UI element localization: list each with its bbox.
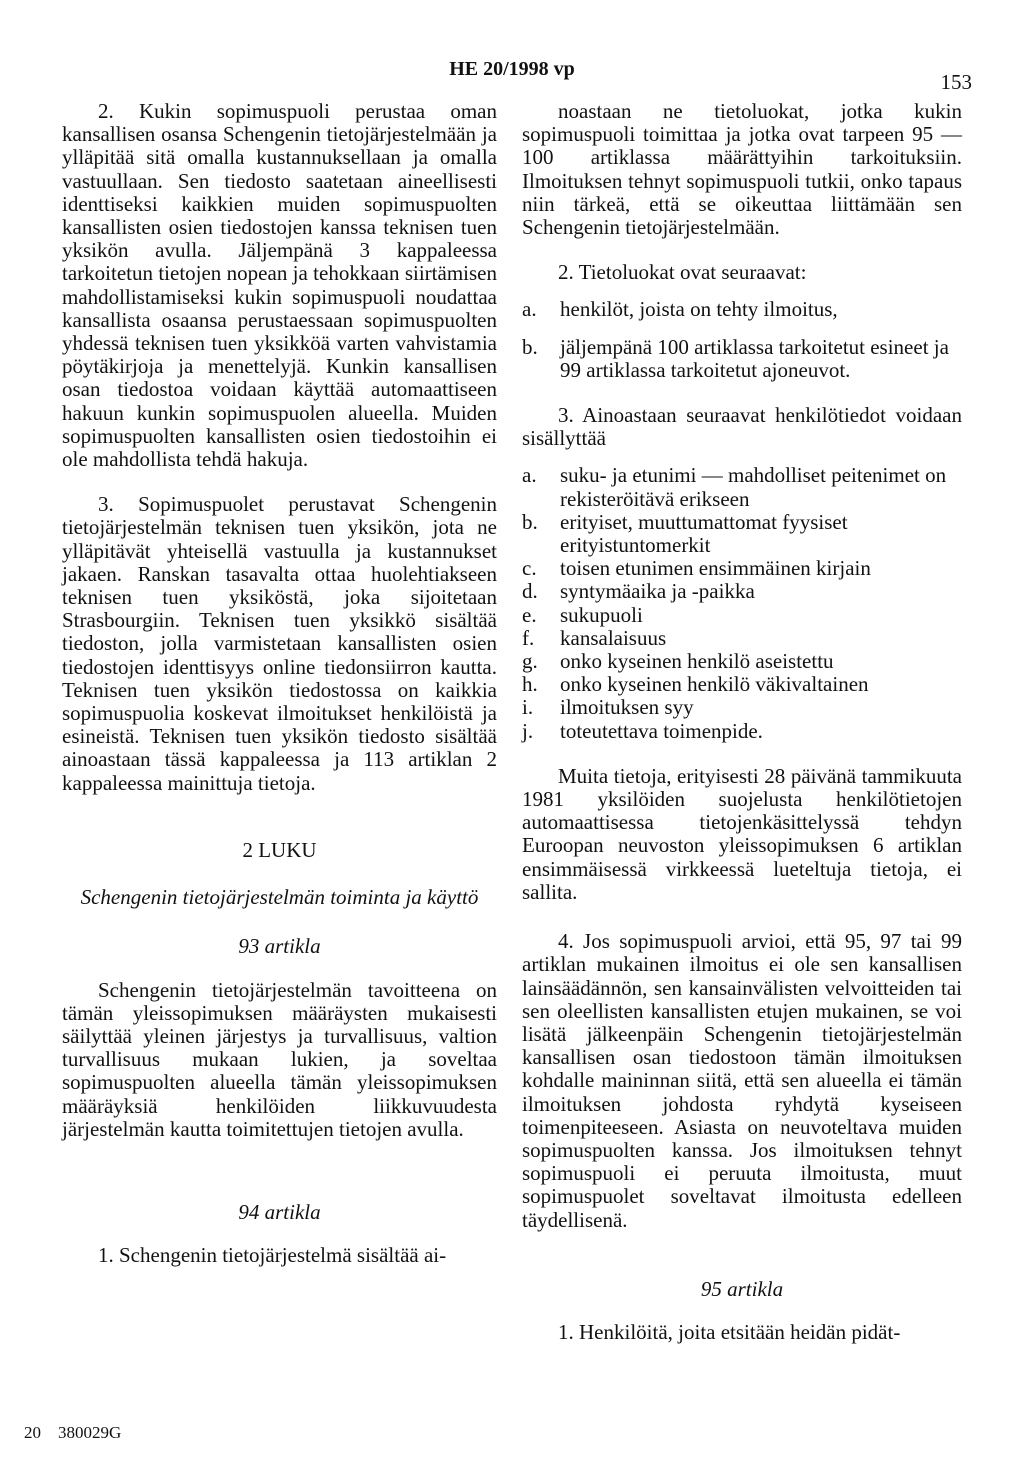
list-item [522, 298, 962, 321]
running-header: HE 20/1998 vp [449, 58, 575, 80]
list-label: g. [522, 649, 538, 674]
list-item [522, 336, 962, 382]
list-label: a. [522, 297, 537, 322]
list-label: c. [522, 556, 537, 581]
list-label: b. [522, 334, 538, 359]
list-item [522, 696, 962, 719]
left-column [62, 100, 497, 1267]
article-93-text: Schengenin tietojärjestelmän tavoitteena on tämän yleissopimuksen määräysten mukaisesti säilyttää yleinen järjestys ja turvallisuus, valtion turvallisuus mukaan lukien, ja soveltaa sopimuspuolten alueella tämän yleissopimuksen määräyksiä henkilöiden liikkuvuudesta järjestelmän kautta toimitettujen tietojen avulla. [62, 977, 497, 1141]
chapter-heading: 2 LUKU [242, 837, 317, 862]
list-item [522, 604, 962, 627]
list-text: henkilöt, joista on tehty ilmoitus, [560, 297, 838, 322]
paragraph-4: 4. Jos sopimuspuoli arvioi, että 95, 97 tai 99 artiklan mukainen ilmoitus ei ole sen kansallisen lainsäädännön, sen kansainvälisten velvoitteiden tai sen oleellisten kansallisten etujen mukainen, se voi lisätä jälkeenpäin Schengenin tietojärjestelmän kansallisen osan tiedostoon tämän ilmoituksen kohdalle maininnan siitä, että sen alueella ei tämän ilmoituksen johdosta ryhdytä kyseiseen toimenpiteeseen. Asiasta on neuvoteltava muiden sopimuspuolten kanssa. Jos ilmoituksen tehnyt sopimuspuoli ei peruuta ilmoitusta, muut sopimuspuolet soveltavat ilmoitusta edelleen täydellisenä. [522, 929, 962, 1232]
list-text: erityiset, muuttumattomat fyysiset erityistuntomerkit [560, 509, 848, 558]
article-95-heading: 95 artikla [700, 1276, 784, 1301]
paragraph-other-data: Muita tietoja, erityisesti 28 päivänä tammikuuta 1981 yksilöiden suojelusta henkilötietojen automaattisessa tietojenkäsittelyssä tehdyn Euroopan neuvoston yleissopimuksen 6 artiklan ensimmäisessä virkkeessä lueteltuja tietoja, ei sallita. [522, 763, 962, 904]
article-94-heading: 94 artikla [238, 1199, 321, 1224]
paragraph-3: 3. Sopimuspuolet perustavat Schengenin tietojärjestelmän teknisen tuen yksikön, jota ne ylläpitävät yhteisellä vastuulla ja kustannukset jakaen. Ranskan tasavalta ottaa huolehtiakseen teknisen tuen yksiköstä, joka sijoitetaan Strasbourgiin. Teknisen tuen yksikkö sisältää tiedoston, jolla varmistetaan kansallisten osien tiedostojen identtisyys online tiedonsiirron kautta. Teknisen tuen yksikön tiedostossa on kaikkia sopimuspuolia koskevat ilmoitukset henkilöistä ja esineistä. Teknisen tuen yksikön tiedosto sisältää ainoastaan tässä kappaleessa ja 113 artiklan 2 kappaleessa mainittuja tietoja. [62, 492, 497, 795]
list-item [522, 511, 962, 557]
footer-page: 20 [24, 1423, 41, 1442]
list-text: onko kyseinen henkilö aseistettu [560, 649, 834, 674]
paragraph-2: 2. Kukin sopimuspuoli perustaa oman kansallisen osansa Schengenin tietojärjestelmään ja ylläpitää sitä omalla kustannuksellaan ja omalla vastuullaan. Sen tiedosto saatetaan aineellisesti identtiseksi kaikkien muiden sopimuspuolten kansallisten osien tiedostojen kanssa teknisen tuen yksikön avulla. Jäljempänä 3 kappaleessa tarkoitetun tietojen nopean ja tehokkaan siirtämisen mahdollistamiseksi kukin sopimuspuoli noudattaa kansallista osaansa perustaessaan sopimuspuolten yhdessä teknisen tuen yksikköä varten vahvistamia pöytäkirjoja ja menettelyjä. Kunkin kansallisen osan tiedostoa voidaan käyttää automaattiseen hakuun kunkin sopimuspuolen alueella. Muiden sopimuspuolten kansallisten osien tiedostoihin ei ole mahdollista tehdä hakuja. [62, 99, 497, 472]
right-column [522, 100, 962, 1344]
paragraph-3: 3. Ainoastaan seuraavat henkilötiedot voidaan sisällyttää [522, 403, 962, 451]
list-item [522, 557, 962, 580]
list-text: kansalaisuus [560, 625, 667, 650]
article-95-text: 1. Henkilöitä, joita etsitään heidän pidät- [558, 1319, 901, 1344]
paragraph-continued: noastaan ne tietoluokat, jotka kukin sopimuspuoli toimittaa ja jotka ovat tarpeen 95 — 100 artiklassa määrättyihin tarkoituksiin. Ilmoituksen tehnyt sopimuspuoli tutkii, onko tapaus niin tärkeä, että se oikeuttaa liittämään sen Schengenin tietojärjestelmään. [522, 99, 962, 240]
list-text: sukupuoli [560, 602, 643, 627]
chapter-title: Schengenin tietojärjestelmän toiminta ja käyttö [80, 885, 479, 910]
list-text: toisen etunimen ensimmäinen kirjain [560, 556, 871, 581]
paragraph-2: 2. Tietoluokat ovat seuraavat: [558, 260, 807, 285]
category-list [522, 298, 962, 382]
list-label: j. [522, 718, 534, 743]
list-label: b. [522, 509, 538, 534]
list-item [522, 580, 962, 603]
personal-data-list [522, 464, 962, 742]
list-item [522, 464, 962, 510]
list-label: i. [522, 695, 534, 720]
list-label: h. [522, 672, 538, 697]
list-label: f. [522, 625, 535, 650]
list-label: e. [522, 602, 537, 627]
list-label: a. [522, 463, 537, 488]
list-text: ilmoituksen syy [560, 695, 694, 720]
article-93-heading: 93 artikla [238, 934, 321, 959]
footer-code: 380029G [58, 1423, 122, 1442]
list-item [522, 720, 962, 743]
list-text: jäljempänä 100 artiklassa tarkoitetut esineet ja 99 artiklassa tarkoitetut ajoneuvot. [560, 334, 949, 382]
list-label: d. [522, 579, 538, 604]
footer [24, 1423, 121, 1443]
list-text: suku- ja etunimi — mahdolliset peitenimet on rekisteröitävä erikseen [560, 463, 947, 511]
list-item [522, 650, 962, 673]
list-text: syntymäaika ja -paikka [560, 579, 755, 604]
article-94-text: 1. Schengenin tietojärjestelmä sisältää ai- [98, 1243, 447, 1268]
list-text: onko kyseinen henkilö väkivaltainen [560, 672, 869, 697]
list-text: toteutettava toimenpide. [560, 718, 763, 743]
page-number: 153 [940, 70, 972, 94]
list-item [522, 673, 962, 696]
list-item [522, 627, 962, 650]
